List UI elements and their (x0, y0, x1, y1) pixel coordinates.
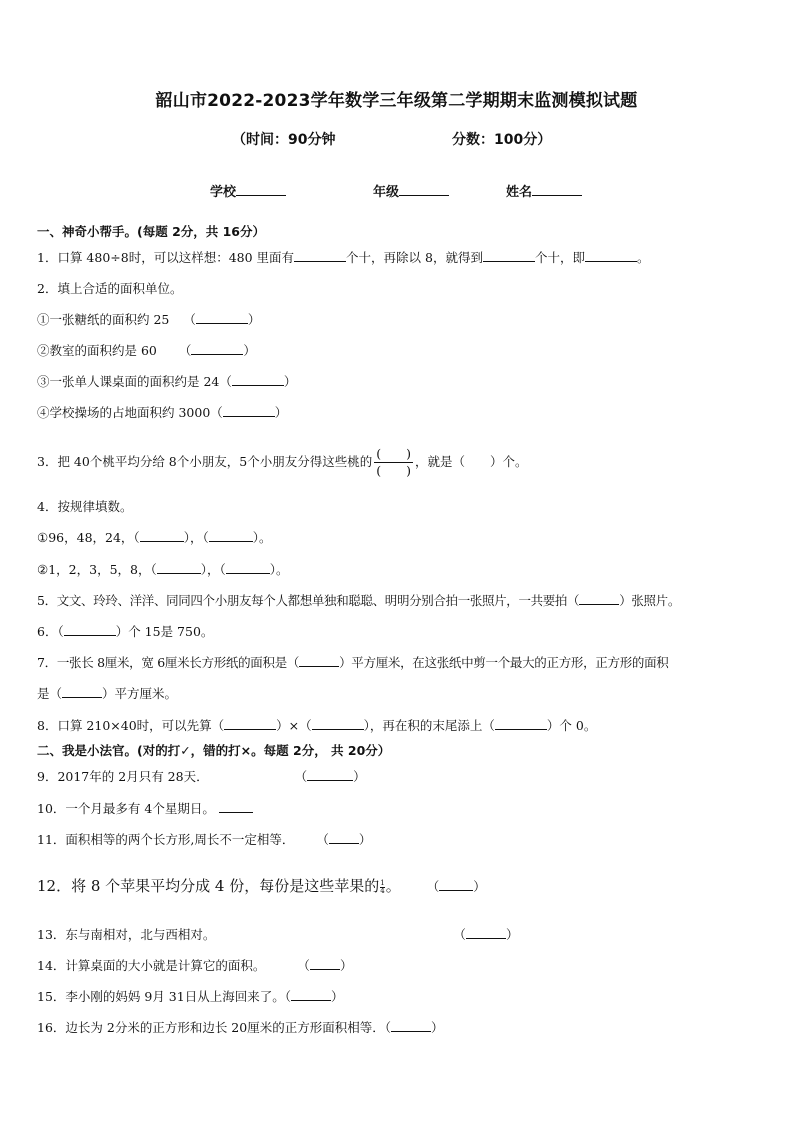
grade-field[interactable] (373, 181, 449, 200)
q15-answer-blank[interactable] (291, 988, 331, 1001)
q3-fraction-denominator[interactable]: ( ) (376, 463, 411, 478)
question-9 (37, 768, 366, 786)
q9-close: ） (353, 769, 366, 784)
q15-text: 15．李小刚的妈妈 9月 31日从上海回来了。（ (37, 989, 291, 1004)
name-blank[interactable] (532, 182, 582, 196)
q14-open: （ (297, 958, 310, 973)
q12-fraction (380, 880, 384, 895)
question-15 (37, 988, 343, 1006)
question-7-line-1 (37, 654, 669, 672)
question-2-item-2 (37, 342, 256, 360)
q2-i4-blank[interactable] (223, 404, 275, 417)
q13-answer-blank[interactable] (466, 926, 506, 939)
question-12 (37, 874, 486, 899)
question-1 (37, 249, 650, 267)
question-2-item-3 (37, 373, 296, 391)
section-2-heading: 二、我是小法官。(对的打✓，错的打×。每题 2分， 共 20分） (37, 743, 391, 758)
q2-i2-close: ） (243, 343, 256, 358)
q1-blank-1[interactable] (294, 249, 346, 262)
q11-close: ） (358, 832, 372, 847)
question-11 (37, 831, 371, 849)
q9-text: 9．2017年的 2月只有 28天． (37, 769, 209, 784)
q11-text: 11．面积相等的两个长方形,周长不一定相等． (37, 832, 295, 847)
q14-text: 14．计算桌面的大小就是计算它的面积。 (37, 958, 266, 973)
q13-close: ） (505, 927, 519, 942)
question-6 (37, 623, 213, 641)
q4-i1-blank-2[interactable] (209, 529, 253, 542)
question-3 (37, 442, 528, 482)
q7-blank-1[interactable] (299, 654, 339, 667)
q6-text-a: 6．（ (37, 624, 64, 639)
q11-open: （ (316, 832, 329, 847)
grade-blank[interactable] (399, 182, 449, 196)
exam-title: 韶山市2022-2023学年数学三年级第二学期期末监测模拟试题 (155, 91, 638, 111)
section-1-heading: 一、神奇小帮手。(每题 2分，共 16分） (37, 224, 266, 239)
q7-text-c: 是（ (37, 686, 63, 701)
q2-i3-blank[interactable] (232, 373, 284, 386)
question-4-item-2 (37, 561, 289, 579)
q10-answer-blank[interactable] (219, 800, 253, 813)
q1-text-a: 1．口算 480÷8时，可以这样想：480 里面有 (37, 250, 295, 265)
q12-fraction-numerator: 1 (380, 878, 385, 887)
q2-i1-blank[interactable] (196, 311, 248, 324)
q14-close: ） (339, 958, 353, 973)
q1-blank-3[interactable] (585, 249, 637, 262)
q2-i2-text: ②教室的面积约是 60 (37, 343, 157, 358)
q4-i1-mid: ），（ (183, 530, 209, 545)
q4-i2-mid: ），（ (200, 562, 226, 577)
q5-blank[interactable] (579, 592, 619, 605)
q8-blank-3[interactable] (495, 717, 547, 730)
q12-answer-blank[interactable] (439, 878, 473, 891)
q4-i2-text: ②1，2，3，5，8，（ (37, 562, 157, 577)
q7-text-a: 7．一张长 8厘米，宽 6厘米长方形纸的面积是（ (37, 655, 300, 670)
q16-close: ） (430, 1020, 444, 1035)
q4-i1-end: ）。 (252, 530, 272, 545)
question-10 (37, 800, 253, 818)
q2-i2-blank[interactable] (191, 342, 243, 355)
school-label: 学校 (210, 185, 237, 200)
q1-blank-2[interactable] (483, 249, 535, 262)
question-5 (37, 592, 680, 610)
q2-i1-text: ①一张糖纸的面积约 25 (37, 312, 170, 327)
question-16 (37, 1019, 443, 1037)
question-2-title: 2．填上合适的面积单位。 (37, 281, 183, 296)
q8-text-d: ）个 0。 (546, 718, 597, 733)
q6-text-b: ）个 15是 750。 (115, 624, 214, 639)
q3-fraction-numerator[interactable]: ( ) (376, 446, 411, 461)
q7-blank-2[interactable] (62, 685, 102, 698)
q2-i4-text: ④学校操场的占地面积约 3000（ (37, 405, 223, 420)
question-14 (37, 957, 352, 975)
q4-i2-blank-2[interactable] (226, 561, 270, 574)
q16-answer-blank[interactable] (391, 1019, 431, 1032)
q13-text: 13．东与南相对，北与西相对。 (37, 927, 216, 942)
school-field[interactable] (210, 181, 286, 200)
q8-text-b: ）×（ (276, 718, 312, 733)
exam-score: 分数：100分） (452, 132, 552, 148)
grade-label: 年级 (373, 185, 400, 200)
q9-answer-blank[interactable] (307, 768, 353, 781)
q3-text-b: ，就是（ ）个。 (414, 454, 528, 469)
q1-text-d: 。 (637, 250, 650, 265)
name-field[interactable] (506, 181, 582, 200)
q5-text-a: 5．文文、玲玲、洋洋、同同四个小朋友每个人都想单独和聪聪、明明分别合拍一张照片，一共要拍（ (37, 593, 580, 608)
question-13 (37, 926, 518, 944)
school-blank[interactable] (236, 182, 286, 196)
q12-close: ） (473, 879, 486, 894)
q12-text-b: 。 (385, 877, 401, 895)
q15-close: ） (330, 989, 344, 1004)
q2-i1-open: （ (183, 312, 196, 327)
q7-text-d: ）平方厘米。 (102, 686, 178, 701)
q8-text-a: 8．口算 210×40时，可以先算（ (37, 718, 225, 733)
q2-i3-close: ） (283, 374, 297, 389)
q4-i2-blank-1[interactable] (157, 561, 201, 574)
q1-text-b: 个十，再除以 8，就得到 (346, 250, 483, 265)
q4-i1-blank-1[interactable] (140, 529, 184, 542)
q3-text-a: 3．把 40个桃平均分给 8个小朋友，5个小朋友分得这些桃的 (37, 454, 373, 469)
q12-fraction-denominator: 4 (380, 886, 385, 895)
q5-text-b: ）张照片。 (619, 593, 680, 608)
question-4-title: 4．按规律填数。 (37, 499, 133, 514)
q8-blank-2[interactable] (312, 717, 364, 730)
q16-text: 16．边长为 2分米的正方形和边长 20厘米的正方形面积相等．（ (37, 1020, 391, 1035)
q3-fraction-blank[interactable] (374, 446, 413, 479)
q2-i3-text: ③一张单人课桌面的面积约是 24（ (37, 374, 232, 389)
q9-open: （ (294, 769, 308, 784)
exam-time: （时间：90分钟 (232, 132, 336, 148)
question-8 (37, 717, 596, 735)
question-2-item-1 (37, 311, 260, 329)
q8-text-c: ），再在积的末尾添上（ (363, 718, 495, 733)
q2-i4-close: ） (274, 405, 288, 420)
q12-open: （ (426, 879, 440, 894)
q8-blank-1[interactable] (224, 717, 276, 730)
q2-i1-close: ） (247, 312, 261, 327)
q12-text-a: 12．将 8 个苹果平均分成 4 份，每份是这些苹果的 (37, 877, 380, 895)
q2-i2-open: （ (178, 343, 192, 358)
q11-answer-blank[interactable] (329, 831, 359, 844)
name-label: 姓名 (506, 185, 533, 200)
q6-blank[interactable] (64, 623, 116, 636)
q1-text-c: 个十，即 (534, 250, 585, 265)
q7-text-b: ）平方厘米，在这张纸中剪一个最大的正方形，正方形的面积 (339, 655, 669, 670)
question-4-item-1 (37, 529, 271, 547)
q14-answer-blank[interactable] (310, 957, 340, 970)
q4-i2-end: ）。 (269, 562, 289, 577)
q4-i1-text: ①96，48，24，（ (37, 530, 140, 545)
q13-open: （ (453, 927, 466, 942)
question-2-item-4 (37, 404, 287, 422)
question-7-line-2 (37, 685, 177, 703)
q10-text: 10．一个月最多有 4个星期日。 (37, 801, 215, 816)
